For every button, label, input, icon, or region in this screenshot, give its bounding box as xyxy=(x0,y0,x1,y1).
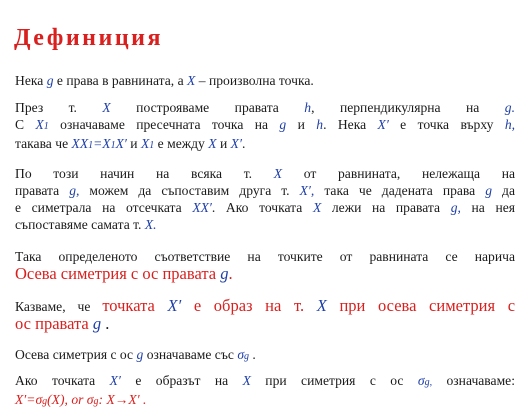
var-g: g xyxy=(220,264,229,283)
text: . xyxy=(241,136,246,151)
text: е между xyxy=(154,136,209,151)
paragraph-formula xyxy=(15,372,515,410)
paragraph-notation xyxy=(15,346,515,365)
text: и xyxy=(286,117,317,132)
text: – произволна точка. xyxy=(195,73,314,88)
paragraph-line xyxy=(15,315,515,333)
paragraph-correspondence xyxy=(15,165,515,233)
equation: XX1=X1X′ xyxy=(71,136,127,151)
var-x-prime: X′ xyxy=(230,136,242,151)
paragraph-image xyxy=(15,297,515,333)
text: и xyxy=(216,136,231,151)
sigma-symbol: σg, xyxy=(417,373,433,388)
text: означаваме със xyxy=(143,347,238,362)
text: . Нека xyxy=(323,117,378,132)
var-h: h xyxy=(316,117,324,132)
text: при симетрия с ос xyxy=(250,373,418,388)
text: По този начин на всяка т. xyxy=(15,166,274,181)
formula-line: X′=σg(X), or σg: X→X′ . xyxy=(15,392,147,407)
var-g: g, xyxy=(450,200,461,215)
paragraph-line-definition xyxy=(15,72,515,89)
text: правата xyxy=(15,183,70,198)
text: и xyxy=(126,136,141,151)
var-x: X xyxy=(242,373,251,388)
var-g: g xyxy=(504,100,512,115)
term: при осева симетрия с xyxy=(326,296,516,315)
var-x: X xyxy=(102,100,111,115)
var-x1: X1 xyxy=(140,136,155,151)
text: . xyxy=(249,347,256,362)
term: е образ на т. xyxy=(181,296,317,315)
text: съпоставяме самата т. xyxy=(15,217,145,232)
text: Нека xyxy=(15,73,47,88)
text: на нея xyxy=(460,200,516,215)
paragraph-line xyxy=(15,116,515,135)
paragraph-line xyxy=(15,265,515,283)
text: . xyxy=(228,264,233,283)
var-g: g, xyxy=(69,183,80,198)
text: Ако точката xyxy=(15,373,110,388)
text: построяваме правата xyxy=(110,100,305,115)
paragraph-term xyxy=(15,248,515,283)
var-x: X xyxy=(273,166,283,181)
term: ос правата xyxy=(15,314,93,333)
text: , перпендикулярна на xyxy=(311,100,505,115)
var-x: X xyxy=(316,296,327,315)
text: . xyxy=(511,100,515,115)
text: означаваме: xyxy=(432,373,515,388)
text: е права в равнината, а xyxy=(53,73,188,88)
var-x: X xyxy=(312,200,322,215)
sigma-symbol: σg xyxy=(237,347,250,362)
text: Така определеното съответствие на точките от равнината се нарича xyxy=(15,249,515,264)
paragraph-line xyxy=(15,135,515,154)
text: е симетрала на отсечката xyxy=(15,200,193,215)
var-g: g xyxy=(279,117,287,132)
var-x-prime: X′, xyxy=(299,183,315,198)
var-x-prime: X′ xyxy=(109,373,121,388)
text: е образът на xyxy=(120,373,243,388)
term: точката xyxy=(102,296,168,315)
var-x: X. xyxy=(144,217,157,232)
var-x1: X1 xyxy=(35,117,49,132)
paragraph-line xyxy=(15,182,515,199)
text: През т. xyxy=(15,100,103,115)
text: можем да съпоставим друга т. xyxy=(79,183,300,198)
paragraph-line xyxy=(15,199,515,216)
var-g: g xyxy=(92,314,102,333)
text: . xyxy=(101,314,110,333)
var-g: g xyxy=(46,73,54,88)
var-segment: XX′ xyxy=(192,200,212,215)
text: С xyxy=(15,117,36,132)
term-axial-symmetry: Осева симетрия с ос правата xyxy=(15,264,221,283)
text: Осева симетрия с ос xyxy=(15,347,137,362)
text: да xyxy=(492,183,516,198)
text: означаваме пресечната точка на xyxy=(48,117,280,132)
var-h: h, xyxy=(504,117,516,132)
paragraph-line xyxy=(15,216,515,233)
paragraph-line xyxy=(15,248,515,265)
text: така че дадената права xyxy=(314,183,486,198)
text: . Ако точката xyxy=(211,200,313,215)
var-x-prime: X′ xyxy=(377,117,389,132)
var-x: X xyxy=(187,73,196,88)
paragraph-construction xyxy=(15,99,515,154)
slide-title: Дефиниция xyxy=(14,25,163,51)
paragraph-line xyxy=(15,165,515,182)
var-g: g xyxy=(136,347,144,362)
var-x-prime: X′ xyxy=(167,296,182,315)
text: лежи на правата xyxy=(321,200,451,215)
var-g: g xyxy=(485,183,493,198)
text: такава че xyxy=(15,136,72,151)
var-x: X xyxy=(208,136,217,151)
paragraph-line xyxy=(15,297,515,315)
text: от равнината, нележаща на xyxy=(282,166,515,181)
text: Казваме, че xyxy=(15,299,103,314)
var-h: h xyxy=(304,100,312,115)
text: е точка върху xyxy=(388,117,505,132)
paragraph-line xyxy=(15,372,515,391)
paragraph-line xyxy=(15,99,515,116)
